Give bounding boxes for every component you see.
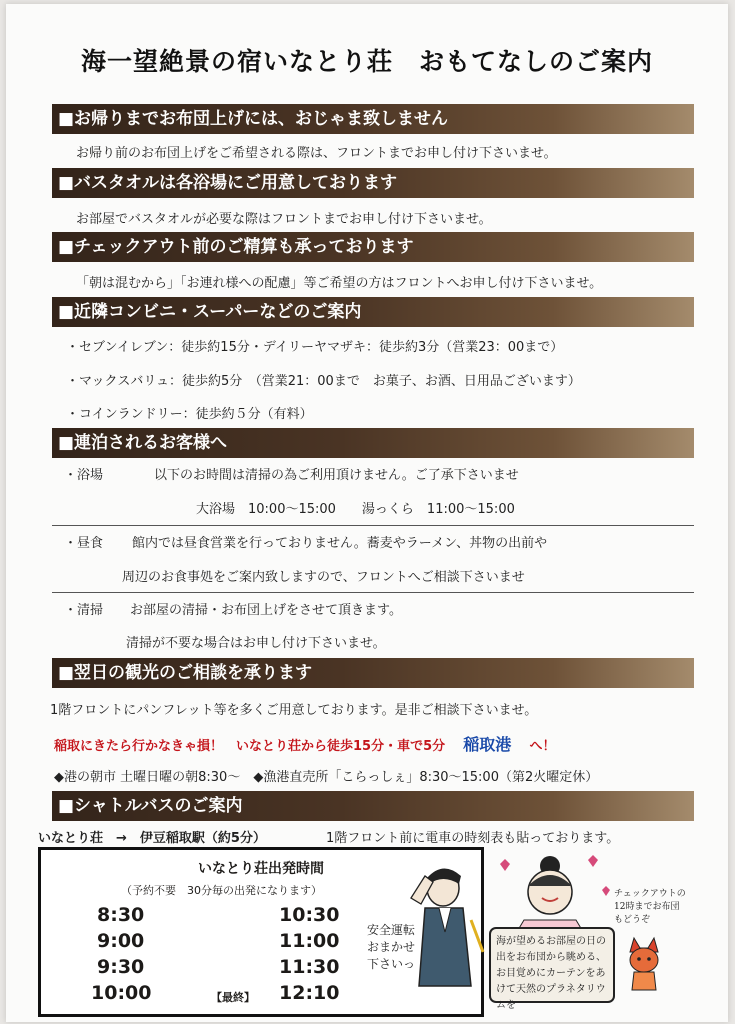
store-item-laundry: ・コインランドリー：徒歩約５分（有料） [66, 407, 313, 422]
timetable-box [38, 847, 484, 1017]
bath-times: 大浴場 10:00～15:00 湯っくら 11:00～15:00 [196, 502, 515, 517]
section-heading-futon: ■お帰りまでお布団上げには、おじゃま致しません [52, 104, 694, 134]
time-slot: 12:10 [279, 982, 340, 1004]
bath-text: 以下のお時間は清掃の為ご利用頂けません。ご了承下さいませ [154, 468, 519, 483]
cat-caption: チェックアウトの12時までお布団もどうぞ [614, 889, 686, 925]
sightseeing-text: 1階フロントにパンフレット等を多くご用意しております。是非ご相談下さいませ。 [50, 703, 538, 718]
section-heading-long-stay: ■連泊されるお客様へ [52, 428, 694, 458]
cleaning-text-2: 清掃が不要な場合はお申し付け下さいませ。 [126, 636, 386, 651]
section-heading-sightseeing: ■翌日の観光のご相談を承ります [52, 658, 694, 688]
store-item-maxvalu: ・マックスバリュ：徒歩約5分 （営業21：00まで お菓子、お酒、日用品ございます） [66, 374, 581, 389]
divider [52, 525, 694, 526]
lunch-label: ・昼食 [64, 536, 104, 551]
time-slot: 10:30 [279, 904, 340, 926]
last-departure-label: 【最終】 [211, 991, 255, 1004]
time-slot: 9:30 [97, 956, 145, 978]
section-heading-stores: ■近隣コンビニ・スーパーなどのご案内 [52, 297, 694, 327]
port-name: 稲取港 [463, 735, 512, 754]
timetable-heading: いなとり荘出発時間 [198, 861, 324, 877]
time-slot: 11:30 [279, 956, 340, 978]
shuttle-note: 1階フロント前に電車の時刻表も貼っております。 [326, 831, 620, 846]
lunch-text-2: 周辺のお食事処をご案内致しますので、フロントへご相談下さいませ [122, 570, 525, 585]
checkout-text: 「朝は混むから」「お連れ様への配慮」等ご希望の方はフロントへお申し付け下さいませ。 [76, 276, 603, 291]
store-item-seven: ・セブンイレブン：徒歩約15分・デイリーヤマザキ：徒歩約3分（営業23：00まで） [66, 340, 564, 355]
hostess-board-text: 海が望めるお部屋の日の出をお布団から眺める、お目覚めにカーテンをあけて天然のプラネタリウムを [496, 936, 606, 1011]
shuttle-route: いなとり荘 → 伊豆稲取駅（約5分） [38, 831, 266, 846]
port-promo-red: 稲取にきたら行かなきゃ損！ いなとり荘から徒歩15分・車で5分 [54, 739, 446, 754]
cleaning-text-1: お部屋の清掃・お布団上げをさせて頂きます。 [130, 603, 402, 618]
page-title: 海一望絶景の宿いなとり荘 おもてなしのご案内 [80, 47, 653, 76]
timetable-note: （予約不要 30分毎の出発になります） [121, 884, 322, 897]
port-promo [54, 732, 555, 755]
time-slot: 8:30 [97, 904, 145, 926]
time-slot: 10:00 [91, 982, 152, 1004]
time-slot: 9:00 [97, 930, 145, 952]
market-info: ◆港の朝市 土曜日曜の朝8:30～ ◆漁港直売所「こらっしぇ」8:30～15:00（第2火曜定休） [54, 770, 599, 785]
lunch-text-1: 館内では昼食営業を行っておりません。蕎麦やラーメン、丼物の出前や [132, 536, 548, 551]
bath-towel-text: お部屋でバスタオルが必要な際はフロントまでお申し付け下さいませ。 [76, 212, 492, 227]
port-promo-tail: へ！ [529, 739, 556, 754]
section-heading-checkout: ■チェックアウト前のご精算も承っております [52, 232, 694, 262]
section-heading-shuttle: ■シャトルバスのご案内 [52, 791, 694, 821]
time-slot: 11:00 [279, 930, 340, 952]
section-heading-bath-towel: ■バスタオルは各浴場にご用意しております [52, 168, 694, 198]
flyer-paper [6, 4, 728, 1022]
cat-illustration [624, 934, 664, 994]
cleaning-label: ・清掃 [64, 603, 104, 618]
bath-label: ・浴場 [64, 468, 104, 483]
divider [52, 592, 694, 593]
futon-text: お帰り前のお布団上げをご希望される際は、フロントまでお申し付け下さいませ。 [76, 146, 557, 161]
driver-caption: 安全運転おまかせ下さいっ [367, 923, 416, 971]
